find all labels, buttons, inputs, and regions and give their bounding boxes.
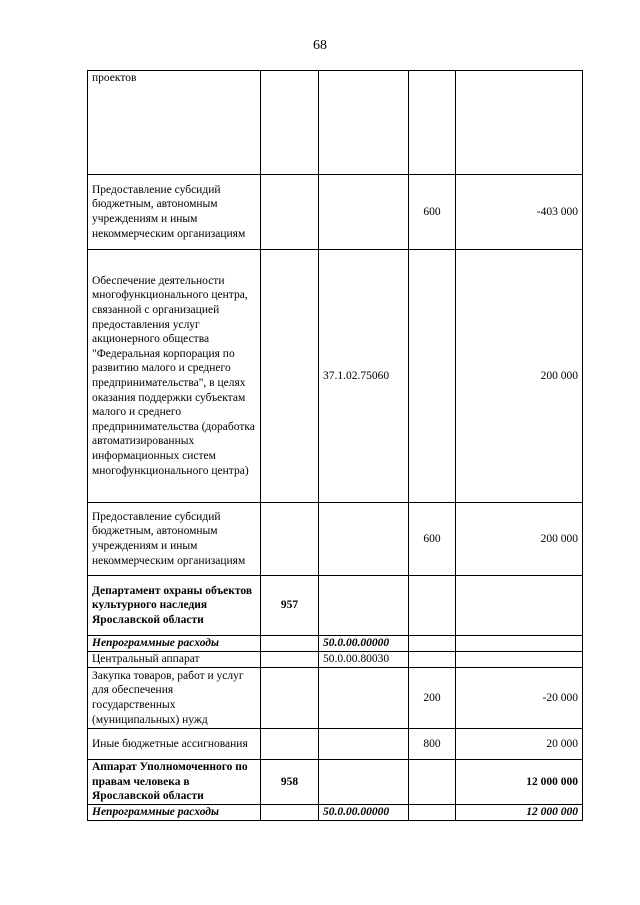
row-sum: -403 000 — [456, 175, 583, 250]
table-row — [88, 668, 583, 729]
row-name: проектов — [88, 71, 261, 175]
row-target-code — [319, 729, 409, 760]
row-name: Предоставление субсидий бюджетным, автономным учреждениям и иным некоммерческим организациям — [88, 503, 261, 576]
row-sum: 200 000 — [456, 250, 583, 503]
table-row — [88, 576, 583, 636]
row-expense-type — [409, 576, 456, 636]
row-target-code — [319, 71, 409, 175]
row-expense-type: 600 — [409, 503, 456, 576]
row-target-code — [319, 503, 409, 576]
table-row — [88, 71, 583, 175]
row-dept-code — [261, 729, 319, 760]
row-target-code: 37.1.02.75060 — [319, 250, 409, 503]
row-target-code: 50.0.00.00000 — [319, 636, 409, 652]
row-dept-code — [261, 503, 319, 576]
row-sum: -20 000 — [456, 668, 583, 729]
row-sum: 200 000 — [456, 503, 583, 576]
row-target-code — [319, 760, 409, 805]
row-dept-code — [261, 636, 319, 652]
row-expense-type — [409, 760, 456, 805]
row-sum — [456, 636, 583, 652]
row-expense-type — [409, 805, 456, 821]
table-row — [88, 760, 583, 805]
row-dept-code — [261, 71, 319, 175]
row-target-code — [319, 175, 409, 250]
table-row — [88, 729, 583, 760]
row-dept-code — [261, 250, 319, 503]
row-target-code: 50.0.00.00000 — [319, 805, 409, 821]
row-name: Департамент охраны объектов культурного наследия Ярославской области — [88, 576, 261, 636]
row-expense-type — [409, 636, 456, 652]
row-name: Предоставление субсидий бюджетным, автономным учреждениям и иным некоммерческим организациям — [88, 175, 261, 250]
row-dept-code: 957 — [261, 576, 319, 636]
row-name: Иные бюджетные ассигнования — [88, 729, 261, 760]
row-sum: 12 000 000 — [456, 805, 583, 821]
row-name: Центральный аппарат — [88, 652, 261, 668]
table-row — [88, 652, 583, 668]
row-target-code — [319, 576, 409, 636]
row-target-code: 50.0.00.80030 — [319, 652, 409, 668]
row-dept-code — [261, 175, 319, 250]
row-dept-code — [261, 652, 319, 668]
table-row — [88, 175, 583, 250]
row-expense-type — [409, 250, 456, 503]
row-sum: 20 000 — [456, 729, 583, 760]
row-dept-code — [261, 805, 319, 821]
row-dept-code: 958 — [261, 760, 319, 805]
row-name: Обеспечение деятельности многофункционального центра, связанной с организацией предоставления услуг акционерного общества "Федеральная корпорация по развитию малого и среднего предпринимательства", в целях оказания поддержки субъектам малого и среднего предпринимательства (доработка автоматизированных информационных систем многофункционального центра) — [88, 250, 261, 503]
row-target-code — [319, 668, 409, 729]
row-name: Закупка товаров, работ и услуг для обеспечения государственных (муниципальных) нужд — [88, 668, 261, 729]
table-row — [88, 250, 583, 503]
row-expense-type: 200 — [409, 668, 456, 729]
row-dept-code — [261, 668, 319, 729]
budget-table — [87, 70, 583, 821]
row-name: Непрограммные расходы — [88, 805, 261, 821]
row-expense-type: 600 — [409, 175, 456, 250]
table-row — [88, 503, 583, 576]
page-number: 68 — [313, 38, 327, 53]
table-row — [88, 805, 583, 821]
row-expense-type — [409, 652, 456, 668]
row-expense-type: 800 — [409, 729, 456, 760]
row-sum — [456, 71, 583, 175]
row-sum: 12 000 000 — [456, 760, 583, 805]
row-expense-type — [409, 71, 456, 175]
table-row — [88, 636, 583, 652]
row-sum — [456, 576, 583, 636]
row-sum — [456, 652, 583, 668]
row-name: Аппарат Уполномоченного по правам человека в Ярославской области — [88, 760, 261, 805]
row-name: Непрограммные расходы — [88, 636, 261, 652]
